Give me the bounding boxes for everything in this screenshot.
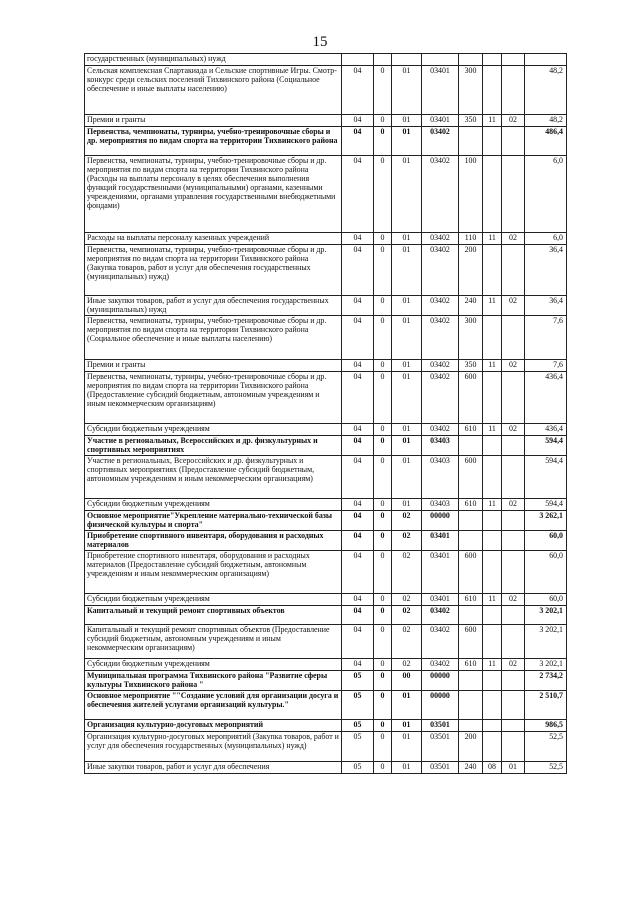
row-code-c5: 100 (459, 156, 483, 233)
row-code-c1: 04 (342, 594, 374, 606)
row-code-c3: 02 (392, 594, 422, 606)
row-amount: 594,4 (525, 499, 567, 511)
row-amount: 594,4 (525, 436, 567, 456)
row-code-c3: 02 (392, 551, 422, 594)
row-description: Первенства, чемпионаты, турниры, учебно-тренировочные сборы и др. мероприятия по видам спорта на территории Тихвинского района (85, 127, 342, 156)
row-code-c7: 02 (502, 233, 525, 245)
table-row (85, 511, 567, 531)
row-code-c6: 11 (483, 424, 502, 436)
row-code-c1: 04 (342, 372, 374, 424)
row-code-c7: 02 (502, 360, 525, 372)
row-amount: 52,5 (525, 732, 567, 762)
row-code-c5 (459, 127, 483, 156)
row-code-c6 (483, 245, 502, 296)
table-row (85, 762, 567, 774)
table-row (85, 372, 567, 424)
row-code-c2: 0 (374, 659, 392, 671)
row-code-c7 (502, 671, 525, 691)
row-code-c3: 01 (392, 372, 422, 424)
row-code-c3: 01 (392, 115, 422, 127)
row-code-c5 (459, 511, 483, 531)
row-code-c3: 02 (392, 531, 422, 551)
table-row (85, 531, 567, 551)
row-code-c1: 04 (342, 551, 374, 594)
row-code-c7: 01 (502, 762, 525, 774)
table-row (85, 671, 567, 691)
row-code-c2: 0 (374, 245, 392, 296)
row-code-c3: 02 (392, 606, 422, 625)
row-description: Участие в региональных, Всероссийских и др. физкультурных и спортивных мероприятиях (85, 436, 342, 456)
row-code-c4: 00000 (422, 511, 459, 531)
row-code-c4: 03501 (422, 762, 459, 774)
row-amount: 436,4 (525, 424, 567, 436)
row-code-c1: 04 (342, 156, 374, 233)
row-code-c6 (483, 511, 502, 531)
row-code-c2: 0 (374, 671, 392, 691)
row-code-c1: 04 (342, 360, 374, 372)
row-code-c2: 0 (374, 436, 392, 456)
row-code-c3: 01 (392, 360, 422, 372)
table-row (85, 233, 567, 245)
row-code-c5: 600 (459, 551, 483, 594)
table-row (85, 499, 567, 511)
row-code-c5: 610 (459, 424, 483, 436)
row-code-c4: 03402 (422, 233, 459, 245)
row-amount: 6,0 (525, 156, 567, 233)
row-code-c5: 300 (459, 66, 483, 115)
row-code-c6 (483, 671, 502, 691)
row-description: Капитальный и текущий ремонт спортивных объектов (Предоставление субсидий бюджетным, автономным учреждениям и иным некоммерческим организациям) (85, 625, 342, 659)
row-code-c6 (483, 436, 502, 456)
row-code-c6 (483, 156, 502, 233)
row-description: Приобретение спортивного инвентаря, оборудования и расходных материалов (85, 531, 342, 551)
row-code-c4: 03402 (422, 372, 459, 424)
row-description: Иные закупки товаров, работ и услуг для обеспечения (85, 762, 342, 774)
row-code-c1: 05 (342, 732, 374, 762)
row-amount: 3 202,1 (525, 659, 567, 671)
row-code-c5: 200 (459, 245, 483, 296)
row-code-c5 (459, 671, 483, 691)
row-amount: 986,5 (525, 720, 567, 732)
row-code-c5: 300 (459, 316, 483, 360)
row-amount: 60,0 (525, 531, 567, 551)
row-code-c3: 01 (392, 456, 422, 499)
row-code-c4: 03402 (422, 156, 459, 233)
row-amount: 2 510,7 (525, 691, 567, 720)
row-code-c1: 04 (342, 424, 374, 436)
row-description: Первенства, чемпионаты, турниры, учебно-тренировочные сборы и др. мероприятия по видам спорта на территории Тихвинского района (Предоставление субсидий бюджетным, автономным учреждениям и иным некоммерческим организациям) (85, 372, 342, 424)
row-code-c2: 0 (374, 551, 392, 594)
row-code-c1: 04 (342, 115, 374, 127)
row-code-c3: 01 (392, 720, 422, 732)
row-description: Премии и гранты (85, 115, 342, 127)
row-code-c3: 02 (392, 625, 422, 659)
row-code-c4: 03402 (422, 296, 459, 316)
row-code-c6: 11 (483, 659, 502, 671)
row-amount: 36,4 (525, 245, 567, 296)
row-description: Первенства, чемпионаты, турниры, учебно-тренировочные сборы и др. мероприятия по видам спорта на территории Тихвинского района (Закупка товаров, работ и услуг для обеспечения государственных (муниципальных) нужд) (85, 245, 342, 296)
row-code-c2: 0 (374, 762, 392, 774)
row-code-c3: 01 (392, 296, 422, 316)
row-amount: 36,4 (525, 296, 567, 316)
row-code-c2: 0 (374, 296, 392, 316)
row-code-c2: 0 (374, 360, 392, 372)
row-code-c2: 0 (374, 127, 392, 156)
row-code-c4: 03402 (422, 127, 459, 156)
row-code-c3 (392, 54, 422, 66)
row-code-c5 (459, 691, 483, 720)
row-code-c7: 02 (502, 499, 525, 511)
row-code-c5 (459, 436, 483, 456)
row-code-c4: 03403 (422, 436, 459, 456)
row-code-c1: 05 (342, 671, 374, 691)
row-code-c5: 610 (459, 594, 483, 606)
table-row (85, 606, 567, 625)
row-code-c1: 04 (342, 531, 374, 551)
row-amount: 594,4 (525, 456, 567, 499)
row-code-c7: 02 (502, 594, 525, 606)
row-code-c7: 02 (502, 424, 525, 436)
table-row (85, 296, 567, 316)
row-code-c3: 01 (392, 732, 422, 762)
row-code-c2: 0 (374, 499, 392, 511)
row-description: Капитальный и текущий ремонт спортивных объектов (85, 606, 342, 625)
row-code-c4: 03403 (422, 499, 459, 511)
row-amount: 7,6 (525, 316, 567, 360)
row-code-c5: 610 (459, 499, 483, 511)
row-description: Субсидии бюджетным учреждениям (85, 659, 342, 671)
row-code-c7 (502, 551, 525, 594)
row-code-c2: 0 (374, 156, 392, 233)
row-code-c6 (483, 54, 502, 66)
row-code-c6 (483, 456, 502, 499)
row-code-c4: 03402 (422, 245, 459, 296)
row-code-c1: 04 (342, 436, 374, 456)
row-code-c7 (502, 436, 525, 456)
row-code-c4: 03402 (422, 659, 459, 671)
row-code-c4: 00000 (422, 691, 459, 720)
row-code-c2: 0 (374, 316, 392, 360)
row-code-c7 (502, 691, 525, 720)
row-code-c3: 02 (392, 659, 422, 671)
row-amount: 486,4 (525, 127, 567, 156)
table-row (85, 625, 567, 659)
row-code-c2: 0 (374, 606, 392, 625)
row-amount: 3 202,1 (525, 606, 567, 625)
row-code-c6 (483, 606, 502, 625)
row-amount: 60,0 (525, 551, 567, 594)
row-description: Первенства, чемпионаты, турниры, учебно-тренировочные сборы и др. мероприятия по видам спорта на территории Тихвинского района (Социальное обеспечение и иные выплаты населению) (85, 316, 342, 360)
row-code-c1: 04 (342, 66, 374, 115)
row-code-c2: 0 (374, 66, 392, 115)
row-code-c2: 0 (374, 691, 392, 720)
row-code-c5: 600 (459, 372, 483, 424)
row-code-c2 (374, 54, 392, 66)
row-description: Первенства, чемпионаты, турниры, учебно-тренировочные сборы и др. мероприятия по видам спорта на территории Тихвинского района (Расходы на выплаты персоналу в целях обеспечения выполнения функций государственными (муниципальными) органами, казенными учреждениями, органами управления государственными внебюджетными фондами) (85, 156, 342, 233)
row-code-c3: 01 (392, 156, 422, 233)
row-code-c1: 04 (342, 245, 374, 296)
row-code-c6: 08 (483, 762, 502, 774)
row-code-c6: 11 (483, 499, 502, 511)
row-code-c2: 0 (374, 456, 392, 499)
table-row (85, 156, 567, 233)
row-code-c7 (502, 720, 525, 732)
row-code-c4: 03401 (422, 594, 459, 606)
row-code-c1: 04 (342, 659, 374, 671)
row-code-c3: 01 (392, 762, 422, 774)
table-row (85, 54, 567, 66)
row-code-c5: 240 (459, 296, 483, 316)
row-amount: 7,6 (525, 360, 567, 372)
row-code-c7: 02 (502, 296, 525, 316)
row-code-c6: 11 (483, 296, 502, 316)
row-description: Организация культурно-досуговых мероприятий (85, 720, 342, 732)
row-description: Муниципальная программа Тихвинского района "Развитие сферы культуры Тихвинского района " (85, 671, 342, 691)
row-code-c1: 05 (342, 762, 374, 774)
row-code-c5 (459, 54, 483, 66)
row-description: Субсидии бюджетным учреждениям (85, 594, 342, 606)
row-description: Основное мероприятие ""Создание условий для организации досуга и обеспечения жителей услугами организаций культуры." (85, 691, 342, 720)
row-code-c3: 01 (392, 691, 422, 720)
row-code-c4: 00000 (422, 671, 459, 691)
row-code-c6 (483, 625, 502, 659)
table-row (85, 456, 567, 499)
row-description: Участие в региональных, Всероссийских и др. физкультурных и спортивных мероприятиях (Предоставление субсидий бюджетным, автономным учреждениям и иным некоммерческим организациям) (85, 456, 342, 499)
row-code-c7 (502, 156, 525, 233)
row-code-c4 (422, 54, 459, 66)
row-code-c5 (459, 720, 483, 732)
row-code-c6 (483, 66, 502, 115)
row-description: Субсидии бюджетным учреждениям (85, 499, 342, 511)
row-code-c6 (483, 551, 502, 594)
row-code-c2: 0 (374, 732, 392, 762)
row-code-c1: 04 (342, 233, 374, 245)
row-code-c3: 01 (392, 233, 422, 245)
row-code-c7 (502, 66, 525, 115)
table-row (85, 732, 567, 762)
row-description: Приобретение спортивного инвентаря, оборудования и расходных материалов (Предоставление субсидий бюджетным, автономным учреждениям и иным некоммерческим организациям) (85, 551, 342, 594)
table-row (85, 66, 567, 115)
row-code-c1: 04 (342, 456, 374, 499)
row-code-c6: 11 (483, 115, 502, 127)
row-code-c1: 04 (342, 499, 374, 511)
table-row (85, 720, 567, 732)
row-code-c7 (502, 372, 525, 424)
row-code-c7 (502, 54, 525, 66)
row-code-c1: 04 (342, 127, 374, 156)
row-code-c6: 11 (483, 360, 502, 372)
row-code-c3: 00 (392, 671, 422, 691)
row-code-c4: 03402 (422, 316, 459, 360)
row-code-c5: 600 (459, 456, 483, 499)
row-code-c5: 200 (459, 732, 483, 762)
row-code-c1: 05 (342, 691, 374, 720)
table-row (85, 659, 567, 671)
row-code-c4: 03402 (422, 360, 459, 372)
row-code-c3: 01 (392, 127, 422, 156)
row-code-c4: 03501 (422, 720, 459, 732)
row-code-c2: 0 (374, 424, 392, 436)
row-description: Сельская комплексная Спартакиада и Сельские спортивные Игры. Смотр-конкурс среди сельских поселений Тихвинского района (Социальное обеспечение и иные выплаты населению) (85, 66, 342, 115)
page-number: 15 (312, 34, 328, 50)
table-row (85, 691, 567, 720)
row-code-c3: 01 (392, 66, 422, 115)
row-code-c1: 04 (342, 625, 374, 659)
row-code-c1: 04 (342, 316, 374, 360)
table-row (85, 245, 567, 296)
row-code-c3: 01 (392, 245, 422, 296)
row-amount: 3 202,1 (525, 625, 567, 659)
row-code-c7 (502, 245, 525, 296)
row-description: Субсидии бюджетным учреждениям (85, 424, 342, 436)
row-code-c6 (483, 720, 502, 732)
row-description: Расходы на выплаты персоналу казенных учреждений (85, 233, 342, 245)
row-code-c7 (502, 511, 525, 531)
budget-table (84, 53, 567, 774)
row-code-c2: 0 (374, 720, 392, 732)
row-description: Организация культурно-досуговых мероприятий (Закупка товаров, работ и услуг для обеспечения государственных (муниципальных) нужд) (85, 732, 342, 762)
table-row (85, 424, 567, 436)
row-code-c7 (502, 606, 525, 625)
row-description: Премии и гранты (85, 360, 342, 372)
row-code-c4: 03401 (422, 66, 459, 115)
row-code-c7 (502, 625, 525, 659)
row-amount: 3 262,1 (525, 511, 567, 531)
row-code-c6 (483, 691, 502, 720)
row-code-c6 (483, 372, 502, 424)
row-code-c3: 02 (392, 511, 422, 531)
row-code-c1: 05 (342, 720, 374, 732)
row-amount: 52,5 (525, 762, 567, 774)
row-amount: 6,0 (525, 233, 567, 245)
row-amount: 2 734,2 (525, 671, 567, 691)
table-row (85, 594, 567, 606)
row-amount: 48,2 (525, 115, 567, 127)
table-row (85, 115, 567, 127)
row-code-c1: 04 (342, 511, 374, 531)
row-code-c6 (483, 732, 502, 762)
row-code-c5: 240 (459, 762, 483, 774)
row-code-c4: 03402 (422, 424, 459, 436)
row-code-c7: 02 (502, 115, 525, 127)
row-code-c4: 03401 (422, 115, 459, 127)
row-code-c7 (502, 531, 525, 551)
row-amount: 436,4 (525, 372, 567, 424)
row-code-c5: 610 (459, 659, 483, 671)
row-code-c6: 11 (483, 233, 502, 245)
row-amount: 48,2 (525, 66, 567, 115)
row-code-c1: 04 (342, 296, 374, 316)
row-code-c5: 350 (459, 115, 483, 127)
row-code-c2: 0 (374, 372, 392, 424)
row-code-c4: 03402 (422, 606, 459, 625)
table-row (85, 551, 567, 594)
row-code-c3: 01 (392, 436, 422, 456)
row-code-c2: 0 (374, 531, 392, 551)
row-code-c1 (342, 54, 374, 66)
row-code-c4: 03401 (422, 551, 459, 594)
row-code-c6 (483, 127, 502, 156)
row-code-c3: 01 (392, 499, 422, 511)
table-row (85, 127, 567, 156)
row-description: Иные закупки товаров, работ и услуг для обеспечения государственных (муниципальных) нужд (85, 296, 342, 316)
row-amount: 60,0 (525, 594, 567, 606)
row-code-c6 (483, 531, 502, 551)
row-code-c7 (502, 127, 525, 156)
row-code-c4: 03401 (422, 531, 459, 551)
row-code-c2: 0 (374, 511, 392, 531)
row-code-c2: 0 (374, 625, 392, 659)
row-code-c4: 03403 (422, 456, 459, 499)
row-code-c2: 0 (374, 594, 392, 606)
row-code-c3: 01 (392, 424, 422, 436)
row-code-c6: 11 (483, 594, 502, 606)
table-row (85, 316, 567, 360)
row-code-c7 (502, 316, 525, 360)
row-code-c4: 03402 (422, 625, 459, 659)
row-code-c1: 04 (342, 606, 374, 625)
row-code-c5: 600 (459, 625, 483, 659)
row-code-c7 (502, 456, 525, 499)
row-code-c4: 03501 (422, 732, 459, 762)
row-code-c3: 01 (392, 316, 422, 360)
table-row (85, 360, 567, 372)
row-code-c7: 02 (502, 659, 525, 671)
row-code-c5 (459, 531, 483, 551)
row-code-c2: 0 (374, 115, 392, 127)
row-code-c2: 0 (374, 233, 392, 245)
row-amount (525, 54, 567, 66)
row-code-c5: 110 (459, 233, 483, 245)
row-description: государственных (муниципальных) нужд (85, 54, 342, 66)
row-description: Основное мероприятие"Укрепление материально-технической базы физической культуры и спорта" (85, 511, 342, 531)
table-row (85, 436, 567, 456)
row-code-c6 (483, 316, 502, 360)
row-code-c5: 350 (459, 360, 483, 372)
row-code-c7 (502, 732, 525, 762)
row-code-c5 (459, 606, 483, 625)
